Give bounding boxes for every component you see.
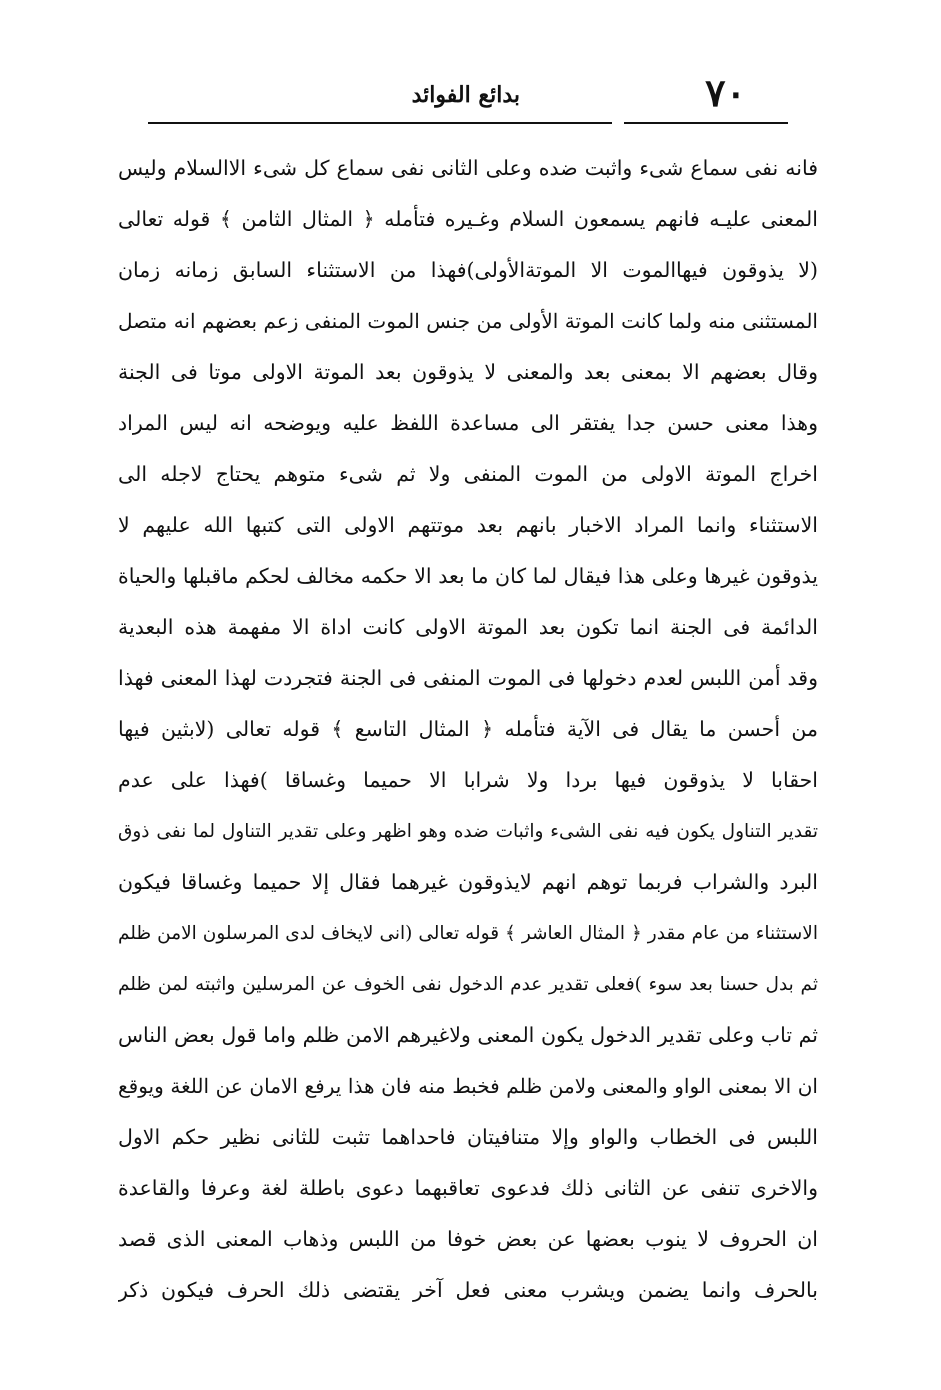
text-line: اخراج الموتة الاولى من الموت المنفى ولا ثم شىء متوهم يحتاج لاجله الى xyxy=(118,462,818,486)
text-line: ان الا بمعنى الواو والمعنى ولامن ظلم فخبط منه فان هذا يرفع الامان عن اللغة ويوقع xyxy=(118,1074,818,1098)
text-line: اللبس فى الخطاب والواو وإلا متنافيتان فاحداهما تثبت للثانى نظير حكم الاول xyxy=(118,1125,818,1149)
text-line: وقد أمن اللبس لعدم دخولها فى الموت المنفى فى الجنة فتجردت لهذا المعنى فهذا xyxy=(118,666,818,690)
running-title: بدائع الفوائد xyxy=(411,82,520,108)
text-line: وهذا معنى حسن جدا يفتقر الى مساعدة اللفظ عليه ويوضحه انه ليس المراد xyxy=(118,411,818,435)
text-line: البرد والشراب فربما توهم انهم لايذوقون غيرهما فقال إلا حميما وغساقا فيكون xyxy=(118,870,818,894)
page-number: ٧٠ xyxy=(705,70,746,115)
text-line: الاستثناء وانما المراد الاخبار بانهم بعد موتتهم الاولى التى كتبها الله عليهم لا xyxy=(118,513,818,537)
text-line: يذوقون غيرها وعلى هذا فيقال لما كان ما بعد الا حكمه مخالف لحكم ماقبلها والحياة xyxy=(118,564,818,588)
text-line: من أحسن ما يقال فى الآية فتأمله ﴿ المثال التاسع ﴾ قوله تعالى (لابثين فيها xyxy=(118,717,818,741)
text-line: وقال بعضهم الا بمعنى بعد والمعنى لا يذوقون بعد الموتة الاولى موتا فى الجنة xyxy=(118,360,818,384)
text-line: (لا يذوقون فيهاالموت الا الموتةالأولى)فهذا من الاستثناء السابق زمانه زمان xyxy=(118,258,818,282)
text-line: الدائمة فى الجنة انما تكون بعد الموتة الاولى كانت اداة الا مفهمة هذه البعدية xyxy=(118,615,818,639)
text-line: المعنى عليـه فانهم يسمعون السلام وغـيره فتأمله ﴿ المثال الثامن ﴾ قوله تعالى xyxy=(118,207,818,231)
text-line: المستثنى منه ولما كانت الموتة الأولى من جنس الموت المنفى زعم بعضهم انه متصل xyxy=(118,309,818,333)
text-line: فانه نفى سماع شىء واثبت ضده وعلى الثانى نفى سماع كل شىء الاالسلام وليس xyxy=(118,156,818,180)
text-line: تقدير التناول يكون فيه نفى الشىء واثبات ضده وهو اظهر وعلى تقدير التناول لما نفى ذوق xyxy=(118,821,818,842)
text-line: احقابا لا يذوقون فيها بردا ولا شرابا الا حميما وغساقا )فهذا على عدم xyxy=(118,768,818,792)
text-line: ثم تاب وعلى تقدير الدخول يكون المعنى ولاغيرهم الامن ظلم واما قول بعض الناس xyxy=(118,1023,818,1047)
text-line: بالحرف وانما يضمن ويشرب معنى فعل آخر يقتضى ذلك الحرف فيكون ذكر xyxy=(118,1278,818,1302)
text-line: والاخرى تنفى عن الثانى ذلك فدعوى تعاقبهما دعوى باطلة لغة وعرفا والقاعدة xyxy=(118,1176,818,1200)
header-rule-gap xyxy=(612,118,624,126)
text-line: ثم بدل حسنا بعد سوء )فعلى تقدير عدم الدخول نفى الخوف عن المرسلين واثبته لمن ظلم xyxy=(118,974,818,995)
text-line: الاستثناء من عام مقدر ﴿ المثال العاشر ﴾ قوله تعالى (انى لايخاف لدى المرسلون الامن ظلم xyxy=(118,923,818,944)
body-text xyxy=(118,143,818,1316)
text-line: ان الحروف لا ينوب بعضها عن بعض خوفا من اللبس وذهاب المعنى الذى قصد xyxy=(118,1227,818,1251)
header-rule xyxy=(148,122,788,124)
page-header xyxy=(148,70,788,126)
